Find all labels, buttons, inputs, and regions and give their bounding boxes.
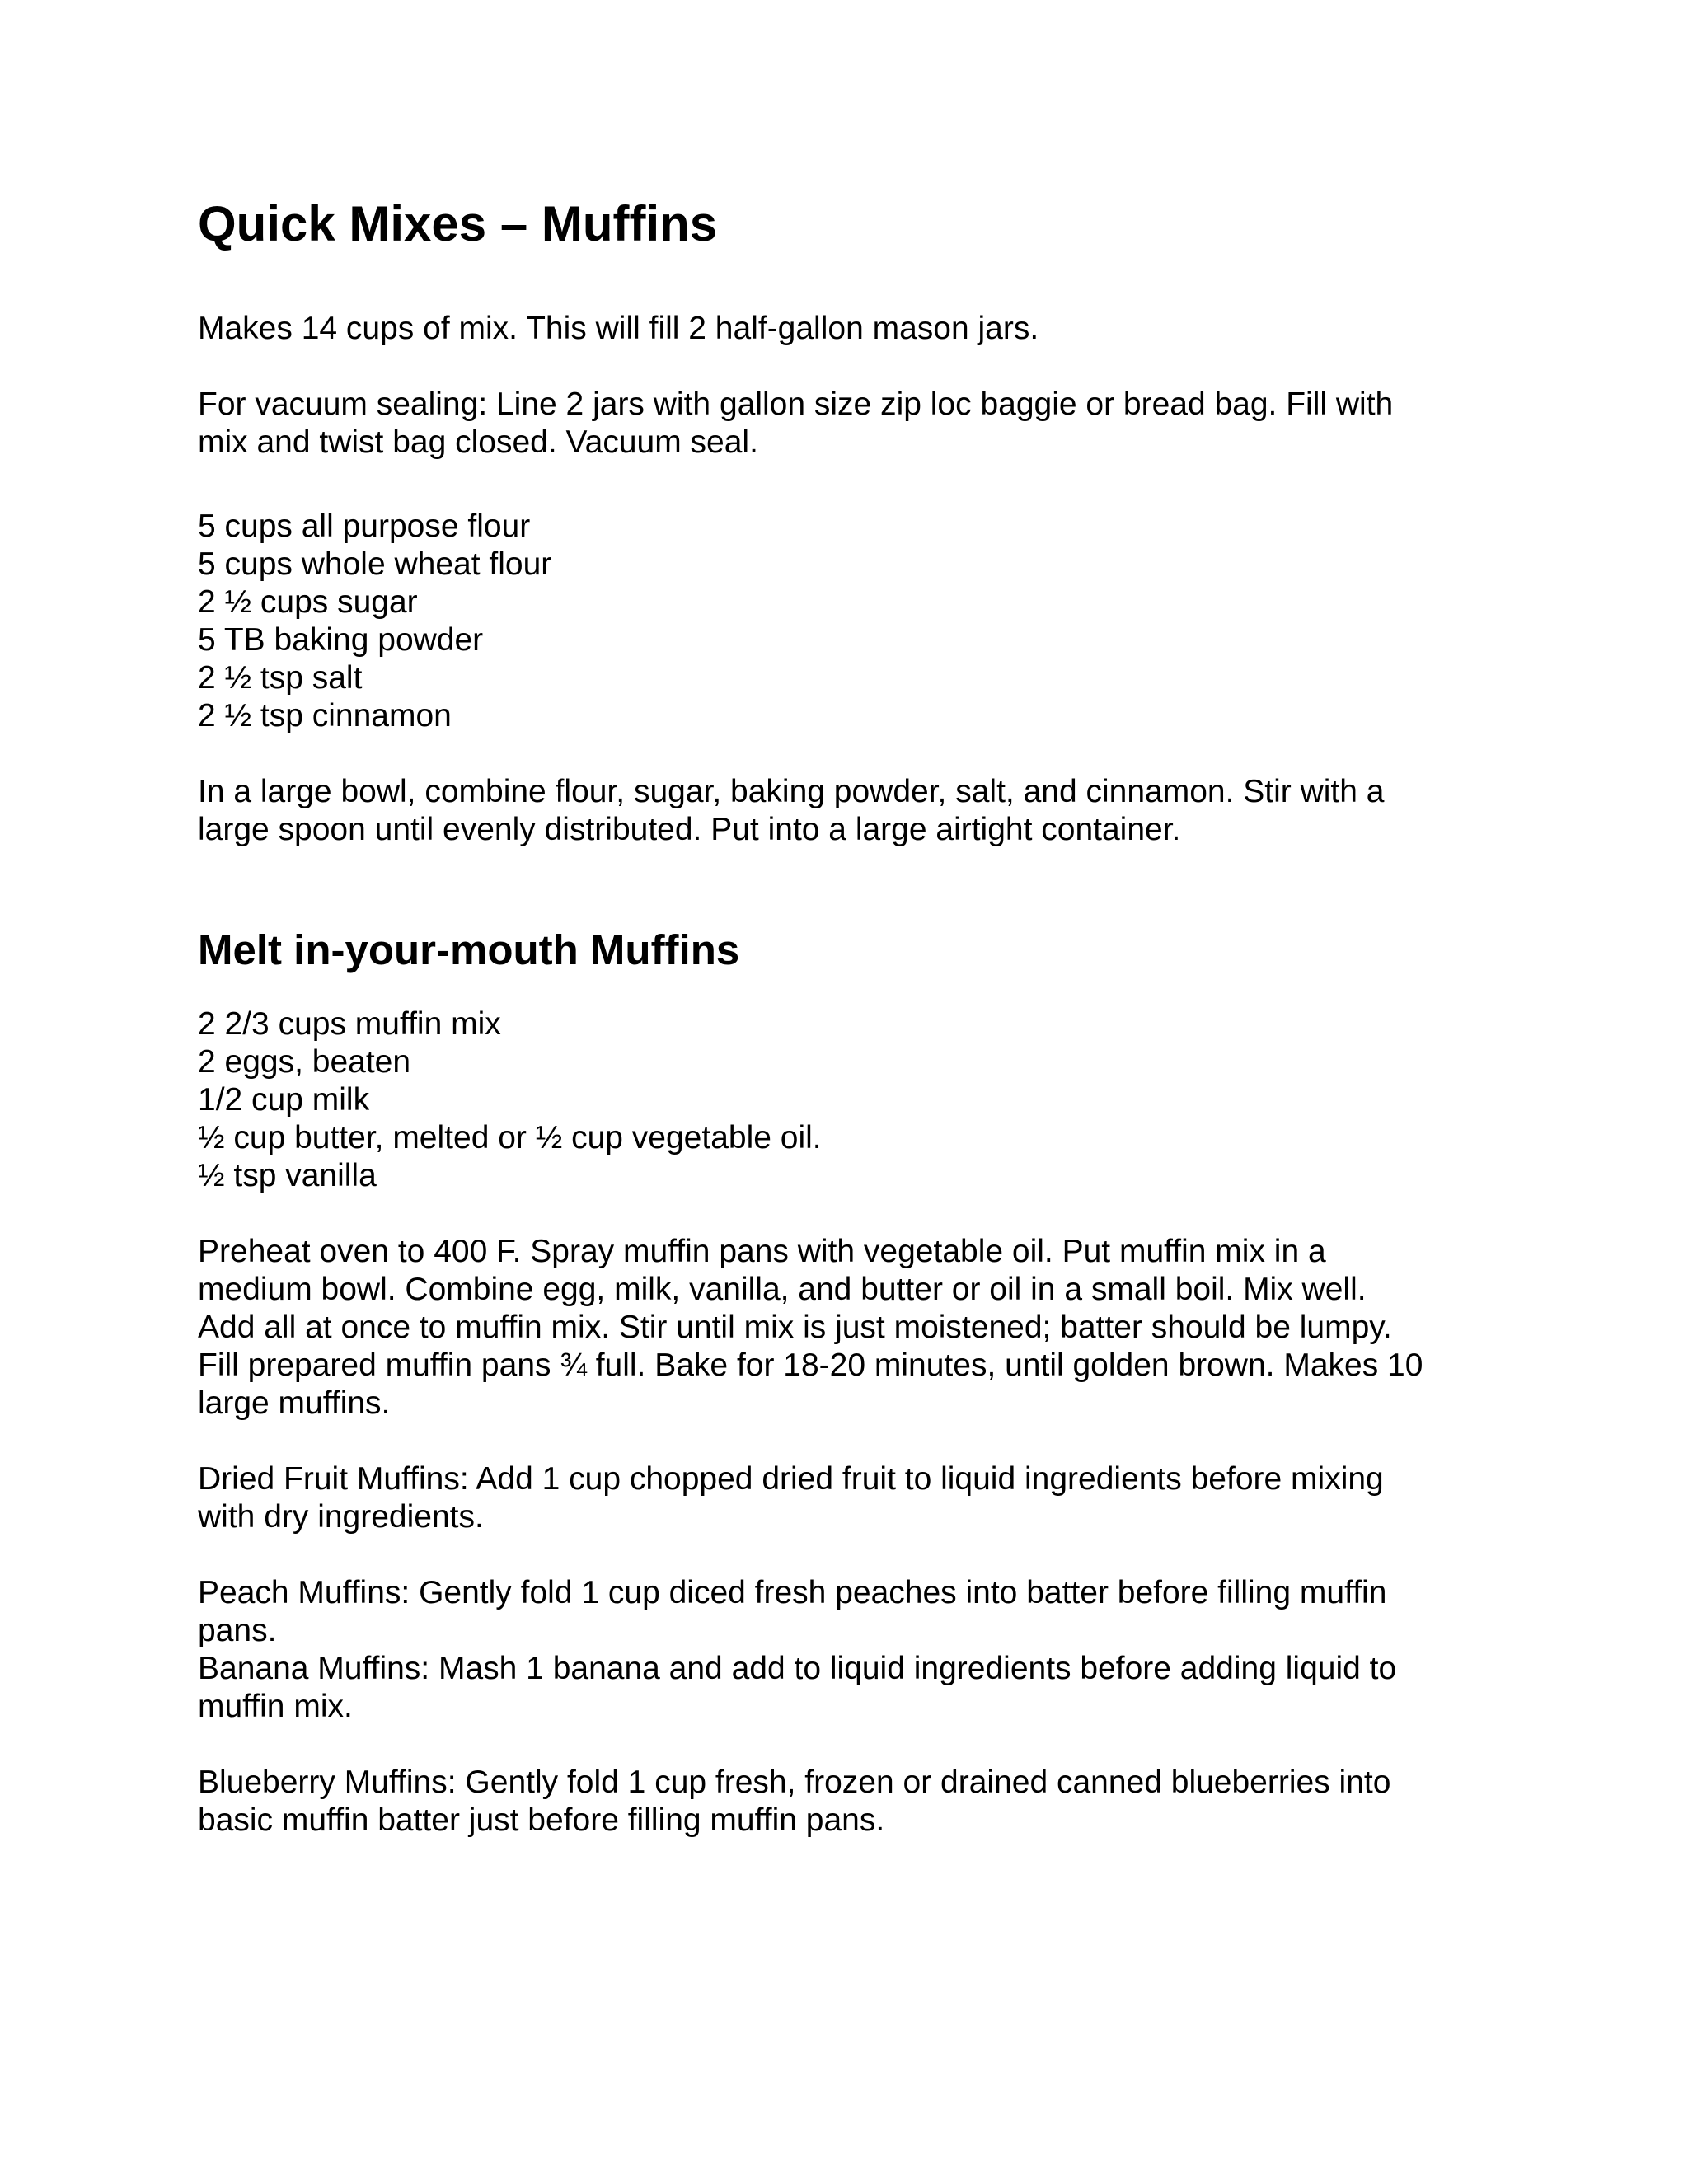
variation-line: Banana Muffins: Mash 1 banana and add to liquid ingredients before adding liquid to [198, 1651, 1397, 1686]
mix-ingredient: 5 TB baking powder [198, 622, 484, 658]
recipe-instruction-line: medium bowl. Combine egg, milk, vanilla, and butter or oil in a small boil. Mix well. [198, 1272, 1367, 1307]
recipe-instruction-line: large muffins. [198, 1385, 391, 1421]
peach-banana-variations [198, 1574, 1517, 1726]
recipe-ingredient: 2 2/3 cups muffin mix [198, 1006, 501, 1042]
variation-line: basic muffin batter just before filling muffin pans. [198, 1802, 885, 1838]
mix-ingredient: 5 cups all purpose flour [198, 509, 531, 544]
mix-instruction-line: In a large bowl, combine flour, sugar, baking powder, salt, and cinnamon. Stir with a [198, 774, 1385, 809]
recipe-ingredients-list [198, 1005, 1517, 1195]
recipe-instruction-line: Fill prepared muffin pans ¾ full. Bake for 18-20 minutes, until golden brown. Makes 10 [198, 1347, 1423, 1383]
variation-line: with dry ingredients. [198, 1499, 484, 1535]
recipe-ingredient: ½ tsp vanilla [198, 1158, 377, 1193]
vacuum-line: mix and twist bag closed. Vacuum seal. [198, 424, 758, 460]
recipe-instruction-line: Preheat oven to 400 F. Spray muffin pans with vegetable oil. Put muffin mix in a [198, 1234, 1326, 1269]
vacuum-line: For vacuum sealing: Line 2 jars with gallon size zip loc baggie or bread bag. Fill with [198, 387, 1394, 422]
vacuum-paragraph [198, 386, 1517, 462]
variation-line: pans. [198, 1613, 277, 1648]
recipe-instructions-paragraph [198, 1233, 1517, 1422]
recipe-title: Melt in-your-mouth Muffins [198, 926, 740, 973]
dried-fruit-variation [198, 1460, 1517, 1536]
variation-line: Blueberry Muffins: Gently fold 1 cup fresh, frozen or drained canned blueberries into [198, 1765, 1391, 1800]
mix-ingredients-list [198, 508, 1517, 735]
recipe-instruction-line: Add all at once to muffin mix. Stir until mix is just moistened; batter should be lumpy. [198, 1310, 1392, 1345]
mix-ingredient: 2 ½ tsp salt [198, 660, 363, 696]
recipe-ingredient: 2 eggs, beaten [198, 1044, 411, 1080]
intro-paragraph: Makes 14 cups of mix. This will fill 2 half-gallon mason jars. [198, 311, 1039, 346]
recipe-ingredient: ½ cup butter, melted or ½ cup vegetable oil. [198, 1120, 822, 1155]
variation-line: muffin mix. [198, 1689, 353, 1724]
document-body [198, 194, 1517, 1840]
mix-ingredient: 2 ½ tsp cinnamon [198, 698, 452, 733]
variation-line: Dried Fruit Muffins: Add 1 cup chopped dried fruit to liquid ingredients before mixing [198, 1461, 1384, 1497]
page-title: Quick Mixes – Muffins [198, 196, 718, 251]
mix-ingredient: 5 cups whole wheat flour [198, 546, 552, 582]
blueberry-variation [198, 1764, 1517, 1840]
mix-instruction-line: large spoon until evenly distributed. Put into a large airtight container. [198, 812, 1181, 847]
recipe-ingredient: 1/2 cup milk [198, 1082, 370, 1118]
mix-instructions-paragraph [198, 773, 1517, 849]
variation-line: Peach Muffins: Gently fold 1 cup diced fresh peaches into batter before filling muffin [198, 1575, 1387, 1610]
mix-ingredient: 2 ½ cups sugar [198, 584, 418, 620]
